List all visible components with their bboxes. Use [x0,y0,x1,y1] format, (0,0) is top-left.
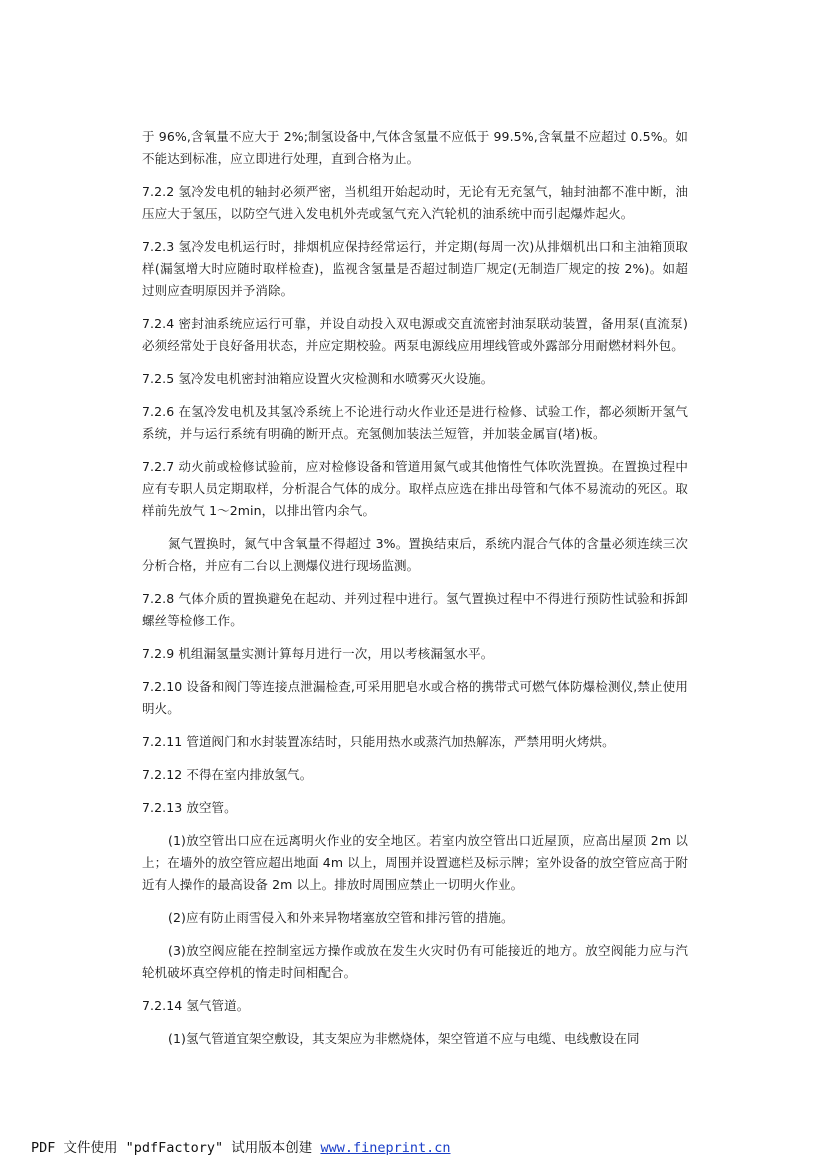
paragraph-text: 于 96%,含氧量不应大于 2%;制氢设备中,气体含氢量不应低于 99.5%,含氧量不应超过 0.5%。如不能达到标准，应立即进行处理，直到合格为止。 [142,129,688,166]
footer-link[interactable]: www.fineprint.cn [320,1140,451,1156]
paragraph [142,401,688,445]
footer-text: PDF 文件使用 "pdfFactory" 试用版本创建 [31,1140,321,1156]
clause-number: 7.2.14 [142,998,183,1013]
paragraph-text: 密封油系统应运行可靠，并设自动投入双电源或交直流密封油泵联动装置，备用泵(直流泵)必须经常处于良好备用状态，并应定期校验。两泵电源线应用埋线管或外露部分用耐燃材料外包。 [142,316,688,353]
paragraph [142,313,688,357]
paragraph-text: 放空管。 [186,800,237,815]
paragraph-text: (2)应有防止雨雪侵入和外来异物堵塞放空管和排污管的措施。 [168,910,514,925]
clause-number: 7.2.2 [142,184,175,199]
paragraph [142,830,688,896]
clause-number: 7.2.11 [142,734,183,749]
paragraph [142,731,688,753]
paragraph [142,181,688,225]
paragraph-text: 设备和阀门等连接点泄漏检查,可采用肥皂水或合格的携带式可燃气体防爆检测仪,禁止使用明火。 [142,679,688,716]
clause-number: 7.2.13 [142,800,183,815]
paragraph [142,764,688,786]
document-body [142,126,688,1061]
paragraph [142,456,688,522]
clause-number: 7.2.3 [142,239,175,254]
paragraph-text: 不得在室内排放氢气。 [186,767,313,782]
paragraph [142,643,688,665]
paragraph-text: 管道阀门和水封装置冻结时，只能用热水或蒸汽加热解冻，严禁用明火烤烘。 [186,734,615,749]
paragraph-text: 氮气置换时，氮气中含氧量不得超过 3%。置换结束后，系统内混合气体的含量必须连续三次分析合格，并应有二台以上测爆仪进行现场监测。 [142,536,688,573]
clause-number: 7.2.12 [142,767,183,782]
paragraph-text: 氢冷发电机密封油箱应设置火灾检测和水喷雾灭火设施。 [178,371,494,386]
clause-number: 7.2.6 [142,404,175,419]
paragraph [142,907,688,929]
paragraph [142,1028,688,1050]
paragraph-text: (1)放空管出口应在远离明火作业的安全地区。若室内放空管出口近屋顶，应高出屋顶 2m 以上；在墙外的放空管应超出地面 4m 以上，周围并设置遮栏及标示牌；室外设备的放空管应高于附近有人操作的最高设备 2m 以上。排放时周围应禁止一切明火作业。 [142,833,688,892]
paragraph [142,588,688,632]
paragraph [142,236,688,302]
paragraph-text: 氢冷发电机运行时，排烟机应保持经常运行，并定期(每周一次)从排烟机出口和主油箱顶取样(漏氢增大时应随时取样检查)，监视含氢量是否超过制造厂规定(无制造厂规定的按 2%)。如超过则应查明原因并予消除。 [142,239,688,298]
paragraph-text: 机组漏氢量实测计算每月进行一次，用以考核漏氢水平。 [178,646,494,661]
clause-number: 7.2.5 [142,371,175,386]
paragraph [142,676,688,720]
paragraph-text: 在氢冷发电机及其氢冷系统上不论进行动火作业还是进行检修、试验工作，都必须断开氢气系统，并与运行系统有明确的断开点。充氢侧加装法兰短管，并加装金属盲(堵)板。 [142,404,688,441]
clause-number: 7.2.8 [142,591,175,606]
paragraph-text: 氢冷发电机的轴封必须严密，当机组开始起动时，无论有无充氢气，轴封油都不准中断，油压应大于氢压，以防空气进入发电机外壳或氢气充入汽轮机的油系统中而引起爆炸起火。 [142,184,688,221]
pdf-footer [31,1136,450,1156]
paragraph [142,533,688,577]
clause-number: 7.2.10 [142,679,183,694]
paragraph-text: (1)氢气管道宜架空敷设，其支架应为非燃烧体，架空管道不应与电缆、电线敷设在同 [168,1031,640,1046]
clause-number: 7.2.4 [142,316,175,331]
paragraph [142,940,688,984]
paragraph-text: 氢气管道。 [186,998,250,1013]
paragraph-text: (3)放空阀应能在控制室远方操作或放在发生火灾时仍有可能接近的地方。放空阀能力应与汽轮机破坏真空停机的惰走时间相配合。 [142,943,688,980]
clause-number: 7.2.7 [142,459,175,474]
paragraph-text: 气体介质的置换避免在起动、并列过程中进行。氢气置换过程中不得进行预防性试验和拆卸螺丝等检修工作。 [142,591,688,628]
paragraph [142,126,688,170]
paragraph [142,797,688,819]
paragraph [142,995,688,1017]
paragraph [142,368,688,390]
clause-number: 7.2.9 [142,646,175,661]
paragraph-text: 动火前或检修试验前，应对检修设备和管道用氮气或其他惰性气体吹洗置换。在置换过程中应有专职人员定期取样，分析混合气体的成分。取样点应选在排出母管和气体不易流动的死区。取样前先放气 1～2min，以排出管内余气。 [142,459,688,518]
